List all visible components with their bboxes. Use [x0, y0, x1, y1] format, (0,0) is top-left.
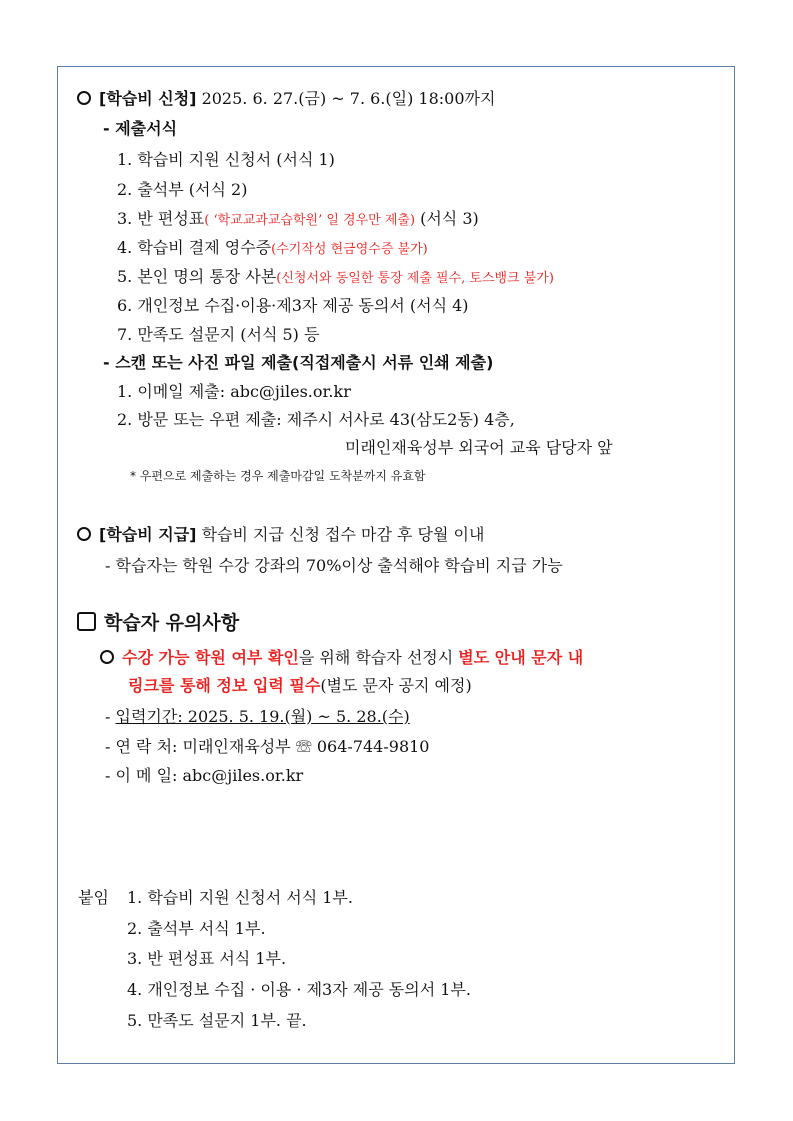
sec1-item-7: 7. 만족도 설문지 (서식 5) 등: [117, 325, 320, 344]
attach-item-3: 3. 반 편성표 서식 1부.: [127, 949, 287, 968]
sec1-sub1: - 제출서식: [103, 119, 178, 138]
sec1-item-3-note: ( ‘학교교과교습학원’ 일 경우만 제출): [204, 213, 416, 228]
sec1-item-4: 4. 학습비 결제 영수증(수기작성 현금영수증 불가): [117, 238, 428, 257]
sec2-title: [학습비 지급]: [99, 525, 197, 544]
sec1-item-4-note: (수기작성 현금영수증 불가): [271, 242, 428, 257]
attach-item-4: 4. 개인정보 수집 · 이용 · 제3자 제공 동의서 1부.: [127, 980, 471, 999]
sec1-sub2: - 스캔 또는 사진 파일 제출(직접제출시 서류 인쇄 제출): [103, 353, 494, 372]
sec1-item-1: 1. 학습비 지원 신청서 (서식 1): [117, 150, 335, 169]
circle-bullet-icon: [77, 91, 91, 105]
sec3-emph-3: 링크를 통해 정보 입력 필수: [128, 676, 321, 695]
sec1-item-3: 3. 반 편성표( ‘학교교과교습학원’ 일 경우만 제출) (서식 3): [117, 209, 479, 228]
sec3-para-line1: 수강 가능 학원 여부 확인을 위해 학습자 선정시 별도 안내 문자 내: [100, 647, 583, 669]
attach-item-2: 2. 출석부 서식 1부.: [127, 919, 266, 938]
checkbox-square-icon: [77, 612, 96, 631]
sec1-submit-visit-recipient: 미래인재육성부 외국어 교육 담당자 앞: [345, 438, 613, 457]
sec2-sub: - 학습자는 학원 수강 강좌의 70%이상 출석해야 학습비 지급 가능: [105, 556, 563, 575]
sec3-emph-2: 별도 안내 문자 내: [458, 648, 584, 667]
sec1-heading: [77, 88, 495, 110]
attach-item-1: 1. 학습비 지원 신청서 서식 1부.: [127, 888, 353, 907]
sec1-item-5-note: (신청서와 동일한 통장 제출 필수, 토스뱅크 불가): [276, 271, 554, 286]
attach-item-5: 5. 만족도 설문지 1부. 끝.: [127, 1011, 307, 1030]
sec3-period-value: 입력기간: 2025. 5. 19.(월) ~ 5. 28.(수): [115, 707, 410, 726]
sec3-email: - 이 메 일: abc@jiles.or.kr: [105, 766, 304, 785]
sec1-title: [학습비 신청]: [99, 89, 197, 108]
sec1-period: 2025. 6. 27.(금) ~ 7. 6.(일) 18:00까지: [196, 89, 496, 108]
sec1-item-5: 5. 본인 명의 통장 사본(신청서와 동일한 통장 제출 필수, 토스뱅크 불가): [117, 267, 554, 286]
sec3-para-line2: 링크를 통해 정보 입력 필수(별도 문자 공지 예정): [128, 676, 472, 695]
sec3-period: - 입력기간: 2025. 5. 19.(월) ~ 5. 28.(수): [105, 707, 410, 726]
sec3-emph-1: 수강 가능 학원 여부 확인: [122, 648, 299, 667]
sec3-contact: - 연 락 처: 미래인재육성부 ☏ 064-744-9810: [105, 737, 430, 756]
attach-label: 붙임: [78, 888, 109, 907]
sec2-text: 학습비 지급 신청 접수 마감 후 당월 이내: [196, 525, 485, 544]
sec2-heading: [77, 524, 484, 546]
circle-bullet-icon: [77, 527, 91, 541]
sec3-heading: [77, 612, 239, 634]
sec1-item-6: 6. 개인정보 수집·이용·제3자 제공 동의서 (서식 4): [117, 296, 469, 315]
circle-bullet-icon: [100, 650, 114, 664]
sec1-item-2: 2. 출석부 (서식 2): [117, 180, 248, 199]
sec1-submit-visit: 2. 방문 또는 우편 제출: 제주시 서사로 43(삼도2동) 4층,: [117, 410, 515, 429]
sec1-footnote: * 우편으로 제출하는 경우 제출마감일 도착분까지 유효함: [130, 469, 426, 483]
sec1-submit-email: 1. 이메일 제출: abc@jiles.or.kr: [117, 382, 351, 401]
sec3-title: 학습자 유의사항: [104, 612, 240, 634]
